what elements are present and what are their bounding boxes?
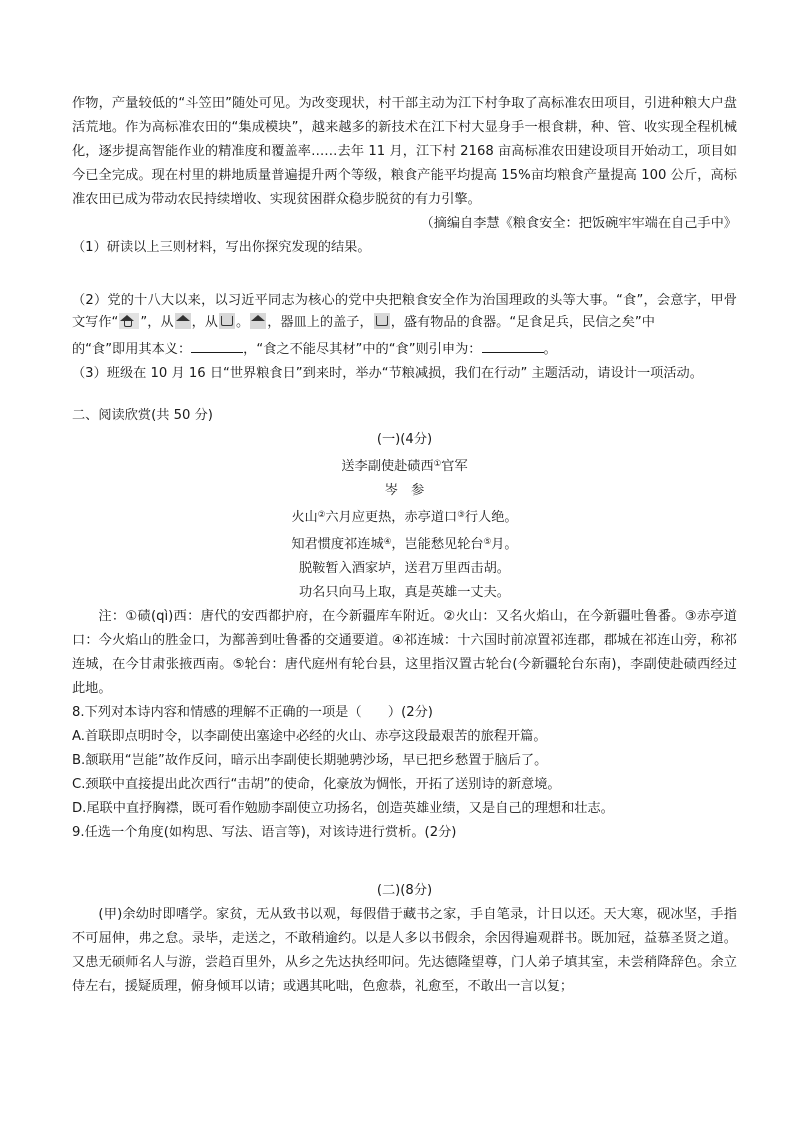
question-1: （1）研读以上三则材料，写出你探究发现的结果。 (72, 240, 371, 255)
question-2 (72, 290, 737, 334)
poem-notes: 注：①碛(qì)西：唐代的安西都护府，在今新疆库车附近。②火山：又名火焰山，在今新疆吐鲁番。③赤亭道口：今火焰山的胜金口，为鄯善到吐鲁番的交通要道。④祁连城：十六国时前凉置祁连郡，郡城在祁连山旁，称祁连城，在今甘肃张掖西南。⑤轮台：唐代庭州有轮台县，这里指汉置古轮台(今新疆轮台东南)，李副使赴碛西经过此地。 (72, 609, 737, 696)
question-2-text-1: （2）党的十八大以来，以习近平同志为核心的党中央把粮食安全作为治国理政的头等大事。“食”，会意字，甲骨文写作“ (72, 293, 737, 330)
poem-text: 知君惯度祁连城 (291, 537, 384, 552)
vessel-glyph-icon (219, 313, 235, 329)
note-marker: ② (317, 510, 326, 520)
material-source: （摘编自李慧《粮食安全：把饭碗牢牢端在自己手中》 (420, 216, 737, 231)
question-2-fill (72, 338, 737, 362)
poem-line-3: 脱鞍暂入酒家垆，送君万里西击胡。 (299, 561, 510, 576)
answer-blank-2[interactable] (482, 340, 544, 353)
poem-part-label: (一)(4分) (376, 432, 433, 447)
question-8: 8.下列对本诗内容和情感的理解不正确的一项是（ ）(2分) (72, 705, 433, 720)
poem-line-2 (72, 530, 737, 557)
question-8-option-a: A.首联即点明时令，以李副使出塞途中必经的火山、赤亭这段最艰苦的旅程开篇。 (72, 729, 547, 744)
note-marker: ⑤ (483, 537, 492, 547)
question-8-option-b: B.颔联用“岂能”故作反问，暗示出李副使长期驰骋沙场，早已把乡愁置于脑后了。 (72, 753, 548, 768)
question-8-option-c: C.颈联中直接提出此次西行“击胡”的使命，化豪放为惆怅，开拓了送别诗的新意境。 (72, 777, 561, 792)
question-9: 9.任选一个角度(如构思、写法、语言等)，对该诗进行赏析。(2分) (72, 825, 457, 840)
prose-paragraph: (甲)余幼时即嗜学。家贫，无从致书以观，每假借于藏书之家，手自笔录，计日以还。天大寒，砚冰坚，手指不可屈伸，弗之怠。录毕，走送之，不敢稍逾约。以是人多以书假余，余因得遍观群书。既加冠，益慕圣贤之道。又患无硕师名人与游，尝趋百里外，从乡之先达执经叩问。先达德隆望尊，门人弟子填其室，未尝稍降辞色。余立侍左右，援疑质理，俯身倾耳以请；或遇其叱咄，色愈恭，礼愈至，不敢出一言以复； (72, 907, 737, 994)
poem-line-4: 功名只向马上取，真是英雄一丈夫。 (299, 585, 510, 600)
note-marker: ③ (457, 510, 465, 520)
poem-title (72, 452, 737, 479)
poem-title-text-2: 官军 (441, 459, 468, 474)
question-2-text-3: ，从 (191, 315, 218, 330)
question-2-text-6: ，盛有物品的食器。“足食足兵，民信之矣”中 (390, 315, 655, 330)
food-vessel-glyph-icon (374, 313, 390, 329)
poem-text: 行人绝。 (464, 510, 518, 525)
question-3: （3）班级在 10 月 16 日“世界粮食日”到来时，举办“节粮减损，我们在行动” 主题活动，请设计一项活动。 (72, 366, 703, 381)
poem-author: 岑 参 (384, 483, 425, 498)
question-2-text-4: 。 (236, 315, 250, 330)
question-2-fill-text-1: 的“食”即用其本义： (72, 342, 192, 357)
material-paragraph: 作物，产量较低的“斗笠田”随处可见。为改变现状，村干部主动为江下村争取了高标准农田项目，引进种粮大户盘活荒地。作为高标准农田的“集成模块”，越来越多的新技术在江下村大显身手一根食耕，种、管、收实现全程机械化，逐步提高智能作业的精准度和覆盖率……去年 11 月，江下村 2168 亩高标准农田建设项目开始动工，项目如今已全完成。现在村里的耕地质量普遍提升两个等级，粮食产能平均提高 15%亩均粮食产量提高 100 公斤，高标准农田已成为带动农民持续增收、实现贫困群众稳步脱贫的有力引擎。 (72, 96, 737, 207)
section-2-heading: 二、阅读欣赏(共 50 分) (72, 408, 213, 423)
poem-text: 月。 (491, 537, 518, 552)
lid-glyph-icon (175, 313, 191, 329)
question-2-fill-text-2: ，“食之不能尽其材”中的“食”则引申为： (243, 342, 482, 357)
note-marker: ④ (383, 537, 392, 547)
exam-page (72, 92, 737, 999)
question-8-option-d: D.尾联中直抒胸襟，既可看作勉励李副使立功扬名，创造英雄业绩，又是自己的理想和壮志。 (72, 801, 614, 816)
poem-title-text: 送李副使赴碛西 (341, 459, 434, 474)
question-2-fill-text-3: 。 (543, 342, 557, 357)
question-2-text-2: ”，从 (140, 315, 174, 330)
poem-line-1 (72, 503, 737, 530)
answer-space-2 (72, 845, 737, 879)
lid-glyph-icon-2 (250, 313, 266, 329)
poem-text: ，岂能愁见轮台 (391, 537, 484, 552)
question-2-text-5: ，器皿上的盖子， (267, 315, 373, 330)
poem-text: 火山 (291, 510, 318, 525)
prose-part-label: (二)(8分) (376, 883, 433, 898)
note-marker: ① (433, 459, 442, 469)
answer-space (72, 260, 737, 290)
oracle-bone-shi-glyph-icon (119, 313, 139, 329)
poem-text: 六月应更热，赤亭道口 (325, 510, 458, 525)
answer-blank-1[interactable] (191, 340, 243, 353)
